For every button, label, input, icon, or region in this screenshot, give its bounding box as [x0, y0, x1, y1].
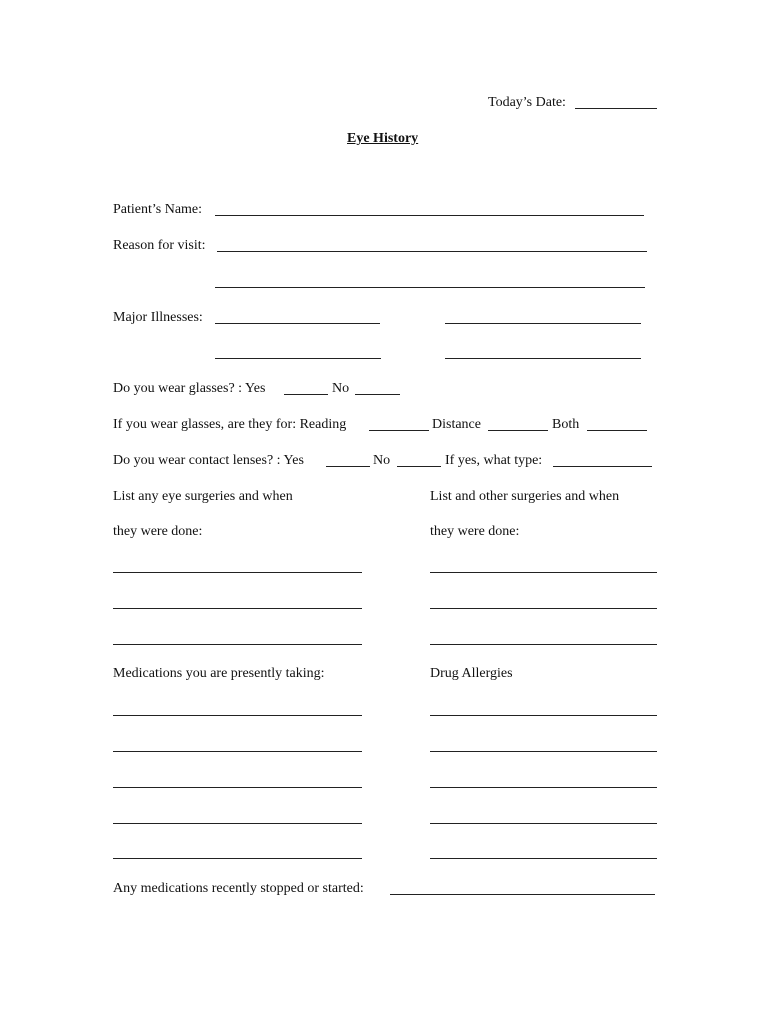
patients-name-field[interactable]: [215, 215, 644, 216]
distance-label: Distance: [432, 417, 481, 432]
contacts-type-label: If yes, what type:: [445, 453, 543, 468]
contacts-type-field[interactable]: [553, 466, 652, 467]
reason-for-visit-label: Reason for visit:: [113, 238, 206, 253]
distance-field[interactable]: [488, 430, 548, 431]
eye-surgeries-label: List any eye surgeries and when: [113, 489, 293, 504]
both-field[interactable]: [587, 430, 647, 431]
glasses-purpose-label: If you wear glasses, are they for: Reading: [113, 417, 347, 432]
eye-surgeries-label-2: they were done:: [113, 524, 203, 539]
todays-date-label: Today’s Date:: [488, 95, 566, 110]
medication-field-4[interactable]: [113, 823, 362, 824]
medication-field-1[interactable]: [113, 715, 362, 716]
other-surgery-field-3[interactable]: [430, 644, 657, 645]
recent-medications-label: Any medications recently stopped or started:: [113, 881, 364, 896]
reason-for-visit-field-2[interactable]: [215, 287, 645, 288]
medication-field-2[interactable]: [113, 751, 362, 752]
contacts-no-label: No: [373, 453, 391, 468]
medication-field-3[interactable]: [113, 787, 362, 788]
medications-label: Medications you are presently taking:: [113, 666, 325, 681]
todays-date-field[interactable]: [575, 108, 657, 109]
major-illness-field-2[interactable]: [445, 323, 641, 324]
major-illness-field-3[interactable]: [215, 358, 381, 359]
glasses-no-label: No: [332, 381, 350, 396]
contacts-yes-field[interactable]: [326, 466, 370, 467]
drug-allergy-field-1[interactable]: [430, 715, 657, 716]
eye-surgery-field-3[interactable]: [113, 644, 362, 645]
eye-surgery-field-2[interactable]: [113, 608, 362, 609]
other-surgeries-label-2: they were done:: [430, 524, 520, 539]
glasses-question: Do you wear glasses? : Yes: [113, 381, 266, 396]
recent-medications-field[interactable]: [390, 894, 655, 895]
drug-allergy-field-4[interactable]: [430, 823, 657, 824]
major-illness-field-4[interactable]: [445, 358, 641, 359]
both-label: Both: [552, 417, 580, 432]
glasses-yes-field[interactable]: [284, 394, 328, 395]
major-illness-field-1[interactable]: [215, 323, 380, 324]
drug-allergy-field-3[interactable]: [430, 787, 657, 788]
eye-surgery-field-1[interactable]: [113, 572, 362, 573]
reason-for-visit-field[interactable]: [217, 251, 647, 252]
other-surgery-field-2[interactable]: [430, 608, 657, 609]
drug-allergies-label: Drug Allergies: [430, 666, 513, 681]
glasses-no-field[interactable]: [355, 394, 400, 395]
reading-field[interactable]: [369, 430, 429, 431]
other-surgery-field-1[interactable]: [430, 572, 657, 573]
contacts-question: Do you wear contact lenses? : Yes: [113, 453, 304, 468]
medication-field-5[interactable]: [113, 858, 362, 859]
major-illnesses-label: Major Illnesses:: [113, 310, 203, 325]
page-title: Eye History: [347, 131, 419, 146]
drug-allergy-field-2[interactable]: [430, 751, 657, 752]
other-surgeries-label: List and other surgeries and when: [430, 489, 620, 504]
contacts-no-field[interactable]: [397, 466, 441, 467]
patients-name-label: Patient’s Name:: [113, 202, 203, 217]
drug-allergy-field-5[interactable]: [430, 858, 657, 859]
